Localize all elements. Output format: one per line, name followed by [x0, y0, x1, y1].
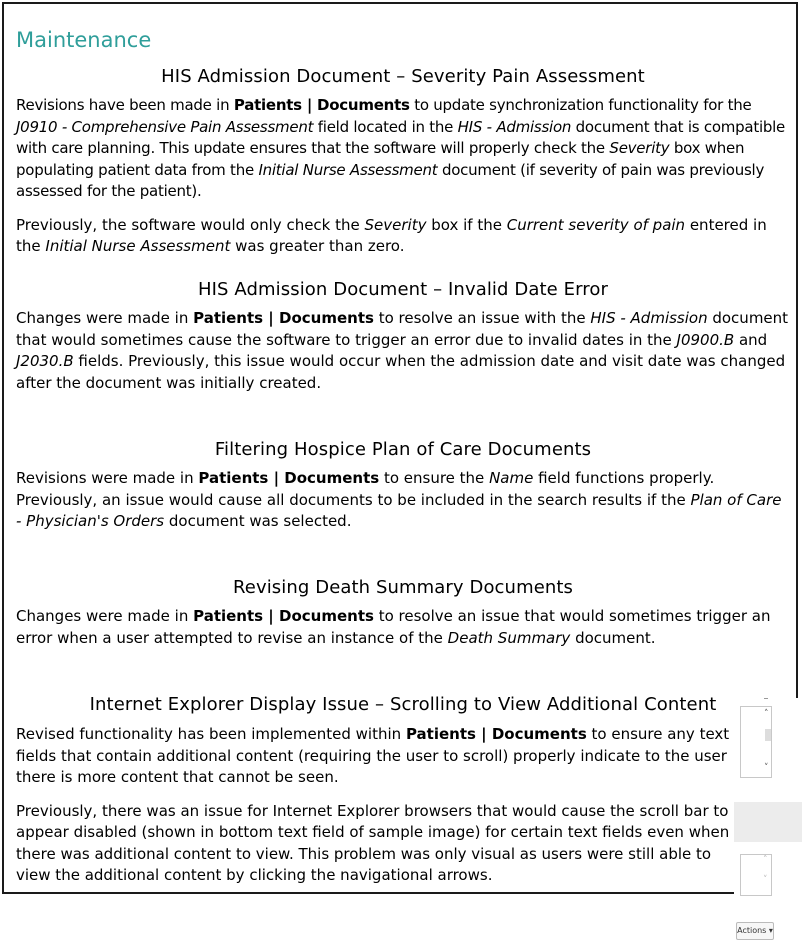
text: Revisions have been made in [16, 96, 234, 114]
text: Changes were made in [16, 309, 194, 327]
actions-dropdown: Actions ▾ [736, 922, 774, 940]
section-title: Internet Explorer Display Issue – Scrolling to View Additional Content [89, 694, 717, 715]
sample-toolbar [734, 802, 802, 935]
document-name: Initial Nurse Assessment [258, 160, 438, 179]
text: Previously, there was an issue for Internet Explorer browsers that would cause the scroll bar to appear disabled (shown in bottom text field of sample image) for certain text fields even when there was additional content to view. This problem was only visual as users were still able to view the additional content by clicking the navigational arrows. [16, 801, 730, 884]
scrollbar [763, 709, 773, 775]
section-title: Filtering Hospice Plan of Care Documents [214, 439, 592, 460]
sample-text-field-enabled [740, 706, 772, 778]
section-title: Revising Death Summary Documents [232, 577, 574, 598]
field-name: Severity [364, 215, 427, 234]
paragraph [16, 308, 790, 394]
text: box if the [426, 215, 507, 234]
text: to resolve an issue with the [373, 309, 591, 327]
text: Previously, the software would only check the [16, 215, 365, 234]
section-death-summary [16, 577, 790, 661]
text: Revisions were made in [16, 469, 199, 487]
menu-path: Patients | Documents [233, 96, 410, 114]
section-heading: Maintenance [16, 28, 152, 52]
sample-image [734, 698, 802, 935]
text: document (if severity of pain was previously assessed for the patient). [16, 160, 765, 200]
document-name: HIS - Admission [457, 117, 572, 136]
section-ie-scrolling-body [16, 724, 732, 899]
text: to ensure the [379, 469, 490, 487]
scroll-thumb [765, 729, 771, 741]
paragraph [16, 215, 790, 258]
divider [764, 698, 768, 699]
document-name: Plan of Care - Physician's Orders [16, 490, 782, 530]
field-name: Severity [609, 139, 670, 157]
field-name: J0900.B [676, 330, 735, 349]
field-name: J0910 - Comprehensive Pain Assessment [16, 117, 314, 136]
menu-path: Patients | Documents [193, 607, 374, 625]
menu-path: Patients | Documents [198, 469, 380, 487]
paragraph [16, 95, 790, 203]
text: document was selected. [164, 512, 352, 530]
text: to ensure any text fields that contain additional content (requiring the user to scroll) properly indicate to the user there is more content that cannot be seen. [16, 725, 730, 786]
text: to resolve an issue that would sometimes trigger an error when a user attempted to revise an instance of the [16, 607, 771, 647]
section-filtering-plan-of-care [16, 439, 790, 545]
text: document that would sometimes cause the software to trigger an error due to invalid dates in the [16, 309, 789, 349]
field-name: Current severity of pain [506, 215, 686, 234]
text: field located in the [313, 117, 458, 136]
text: was greater than zero. [230, 237, 405, 255]
menu-path: Patients | Documents [193, 309, 374, 327]
sample-text-field-disabled-scroll [740, 854, 772, 896]
text: document that is compatible with care planning. This update ensures that the software will properly check the [16, 117, 786, 157]
scroll-down-arrow-icon: ˅ [763, 875, 768, 885]
scroll-down-arrow-icon: ˅ [764, 763, 769, 773]
document-name: Death Summary [447, 628, 571, 647]
section-his-invalid-date [16, 279, 790, 406]
section-ie-scrolling [16, 694, 790, 723]
text: fields. Previously, this issue would occur when the admission date and visit date was changed after the document was initially created. [16, 352, 786, 392]
text: document. [570, 628, 656, 647]
menu-path: Patients | Documents [405, 725, 587, 743]
section-title: HIS Admission Document – Invalid Date Error [197, 279, 608, 300]
document-page [2, 2, 798, 935]
text: to update synchronization functionality for the [409, 96, 752, 114]
text: box when populating patient data from the [16, 139, 745, 179]
text: Changes were made in [16, 607, 194, 625]
paragraph [16, 606, 790, 649]
field-name: J2030.B [16, 352, 74, 370]
section-title: HIS Admission Document – Severity Pain Assessment [161, 66, 645, 87]
section-his-severity-pain [16, 66, 790, 270]
text: entered in the [16, 215, 767, 255]
document-name: Initial Nurse Assessment [45, 237, 231, 255]
scroll-up-arrow-icon: ˄ [763, 855, 768, 865]
text: field functions properly. Previously, an issue would cause all documents to be included in the search results if the [16, 469, 715, 509]
text: and [734, 330, 768, 349]
scroll-up-arrow-icon: ˄ [764, 709, 769, 719]
paragraph [16, 724, 732, 789]
field-name: Name [489, 469, 534, 487]
paragraph [16, 801, 732, 887]
paragraph [16, 468, 790, 533]
document-name: HIS - Admission [590, 309, 708, 327]
text: Revised functionality has been implemented within [16, 725, 406, 743]
